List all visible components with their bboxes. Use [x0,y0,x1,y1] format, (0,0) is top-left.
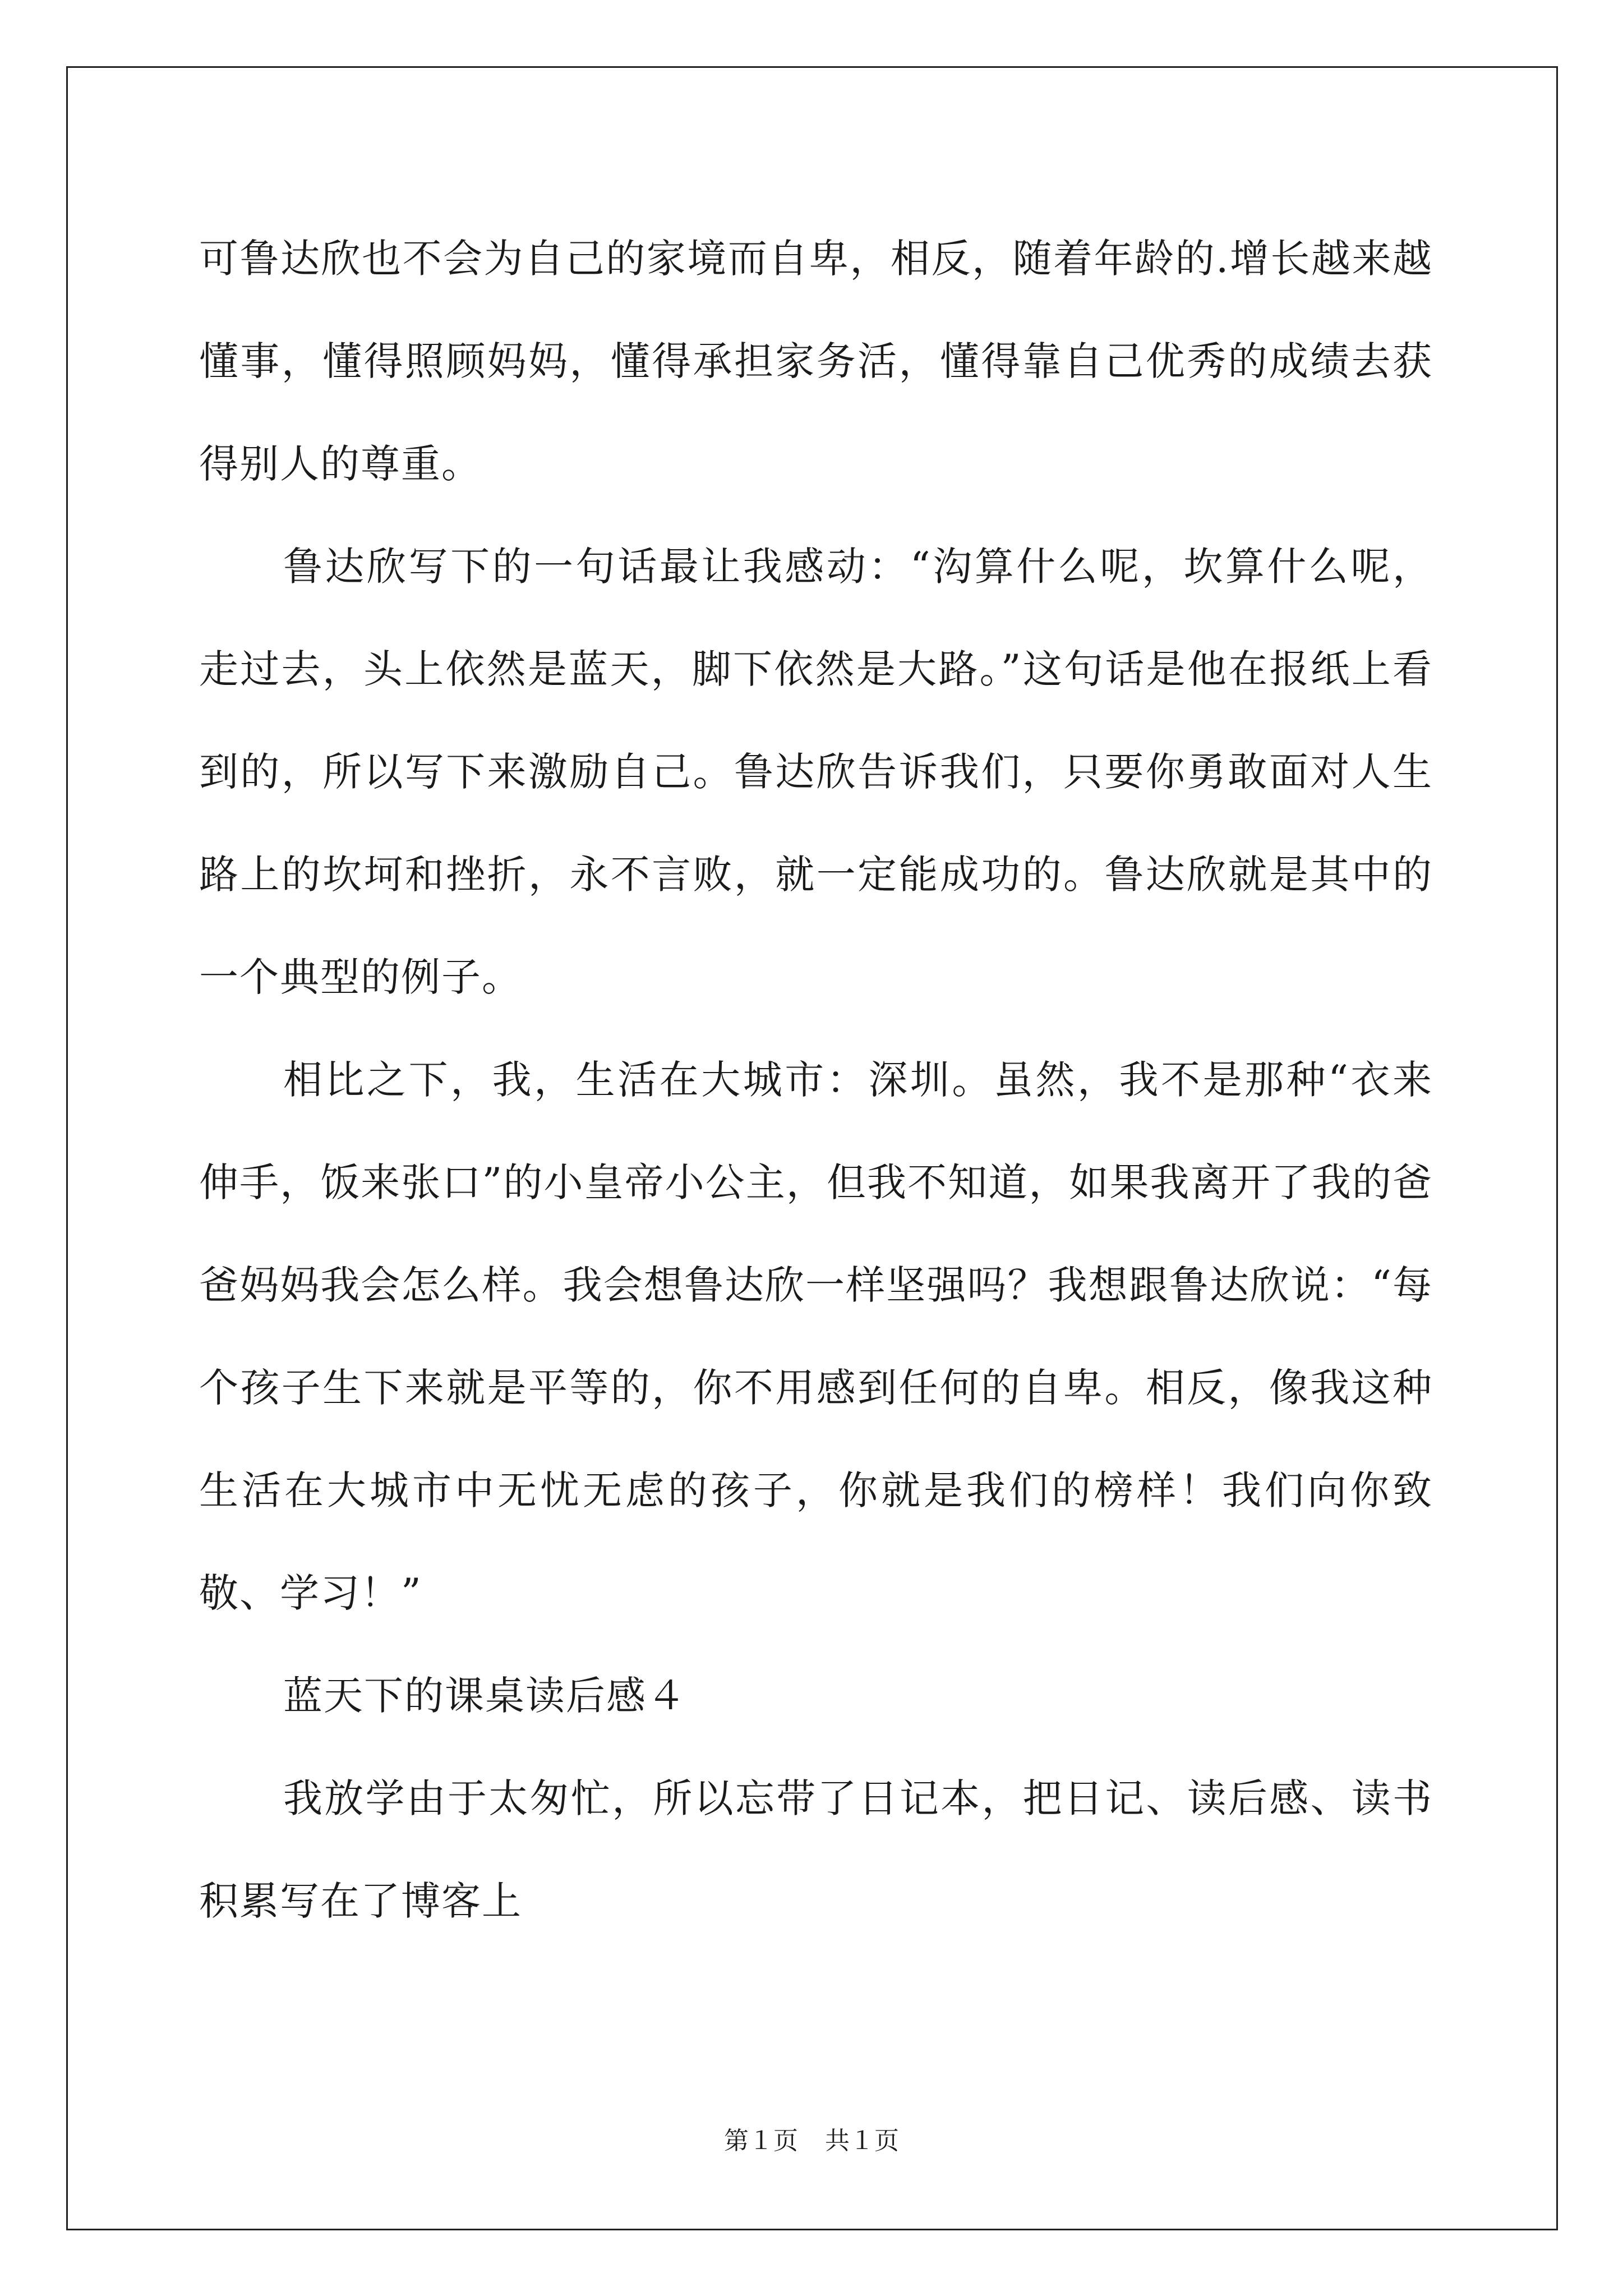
section-heading: 蓝天下的课桌读后感４ [283,1673,687,1719]
page-footer [0,2120,1623,2156]
paragraph-2: 鲁达欣写下的一句话最让我感动：“沟算什么呢，坎算什么呢，走过去，头上依然是蓝天，脚下依然是大路。”这句话是他在报纸上看到的，所以写下来激励自己。鲁达欣告诉我们，只要你勇敢面对人生路上的坎坷和挫折，永不言败，就一定能成功的。鲁达欣就是其中的一个典型的例子。 [199,544,1433,1000]
document-body [199,208,1433,1953]
paragraph-3: 相比之下，我，生活在大城市：深圳。虽然，我不是那种“衣来伸手，饭来张口”的小皇帝小公主，但我不知道，如果我离开了我的爸爸妈妈我会怎么样。我会想鲁达欣一样坚强吗？我想跟鲁达欣说：“每个孩子生下来就是平等的，你不用感到任何的自卑。相反，像我这种生活在大城市中无忧无虑的孩子，你就是我们的榜样！我们向你致敬、学习！” [199,1057,1433,1616]
paragraph-1: 可鲁达欣也不会为自己的家境而自卑，相反，随着年龄的.增长越来越懂事，懂得照顾妈妈，懂得承担家务活，懂得靠自己优秀的成绩去获得别人的尊重。 [199,236,1433,487]
page-number: 第１页 [724,2127,798,2155]
paragraph-4: 我放学由于太匆忙，所以忘带了日记本，把日记、读后感、读书积累写在了博客上 [199,1775,1433,1924]
page-total: 共１页 [825,2127,899,2155]
